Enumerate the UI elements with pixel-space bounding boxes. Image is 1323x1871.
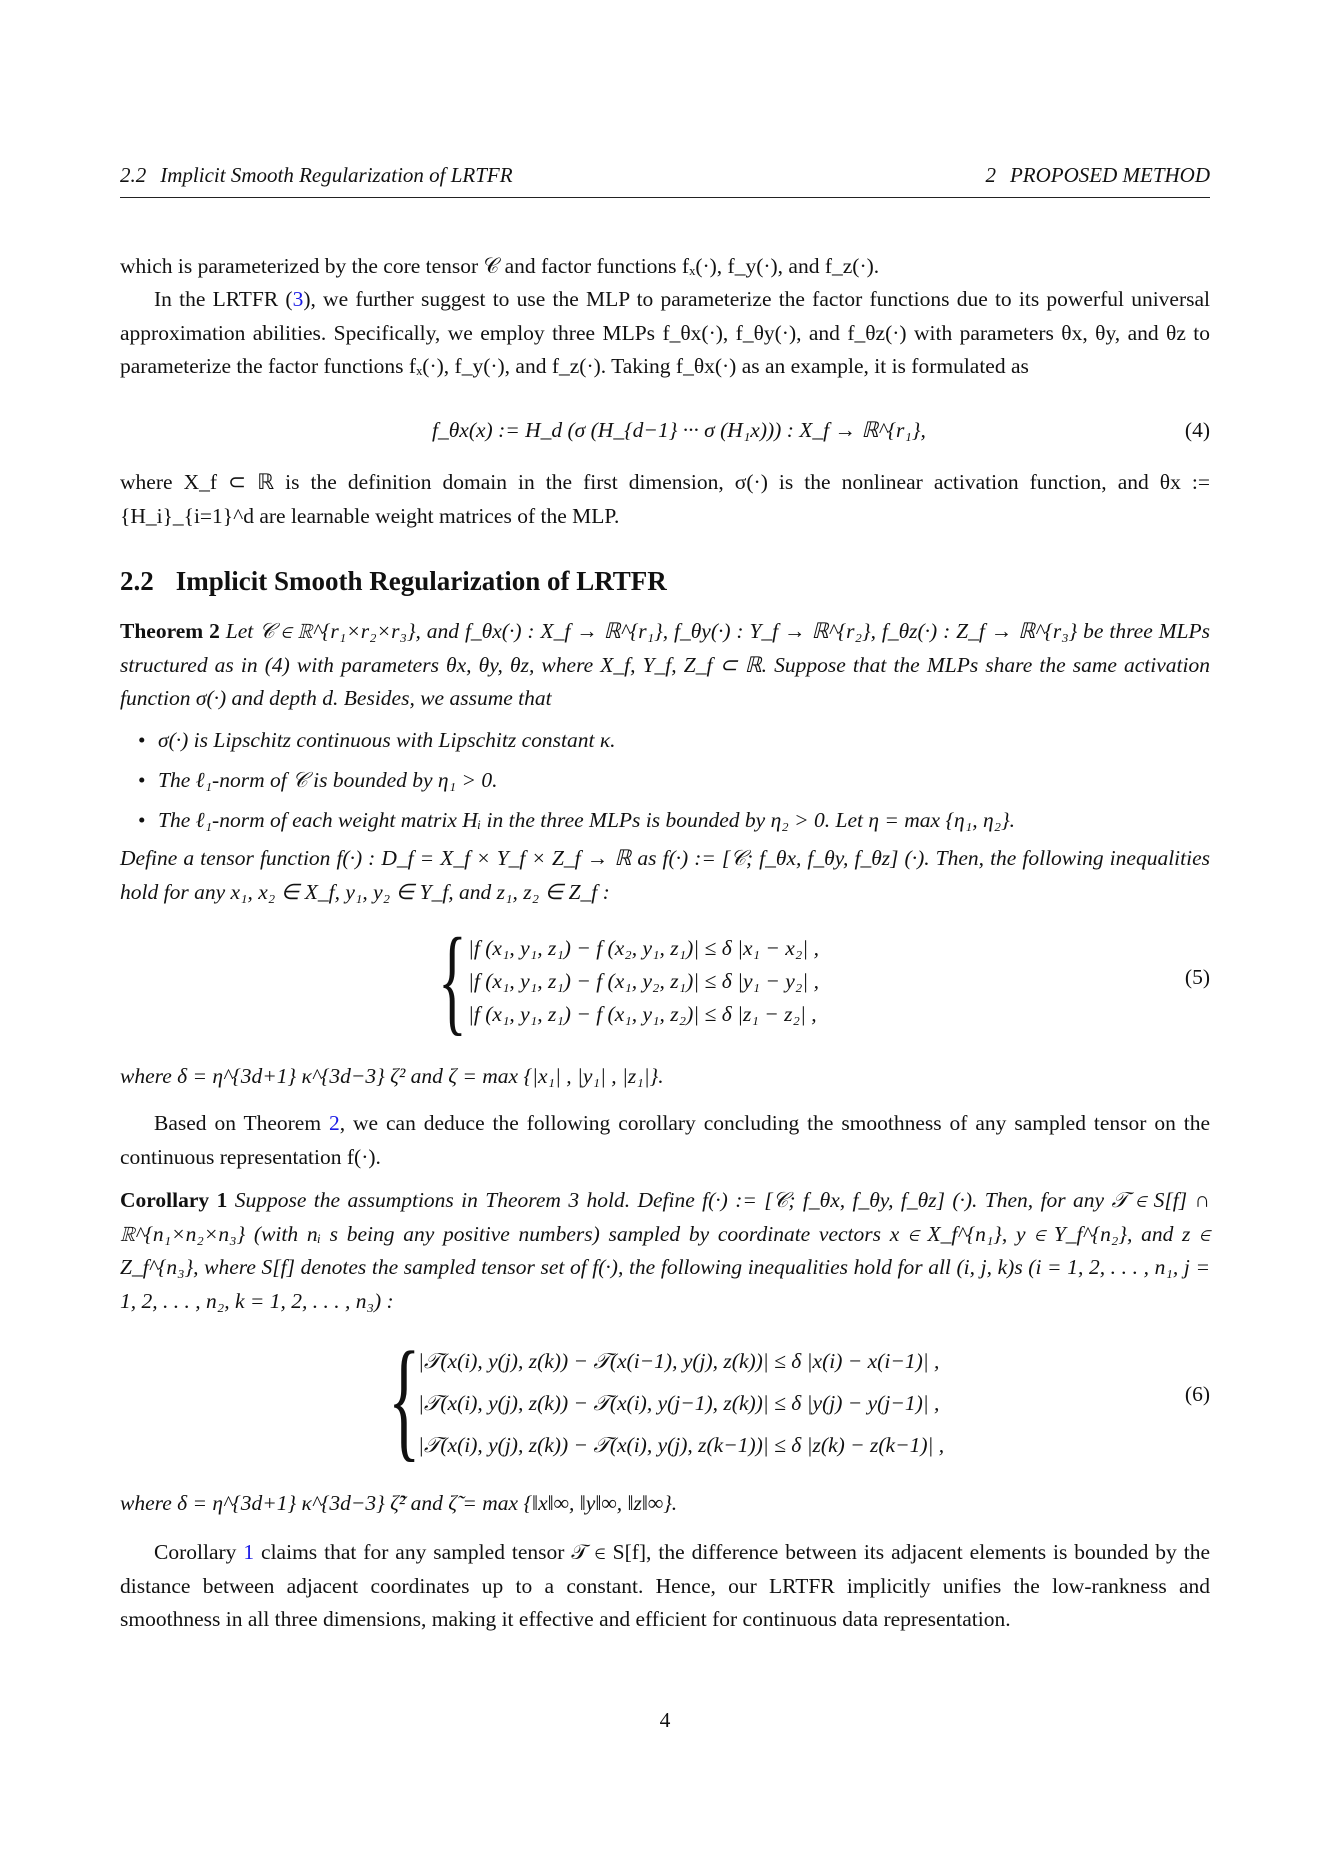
header-chapter-title: PROPOSED METHOD [1009,163,1210,187]
equation-5-line: |f (x₁, y₁, z₁) − f (x₁, y₂, z₁)| ≤ δ |y₁ − y₂| , [468,969,819,993]
section-heading [120,566,667,597]
header-section-title: Implicit Smooth Regularization of LRTFR [160,163,513,187]
header-chapter-number: 2 [985,163,996,187]
equation-6-line: |𝒯(x(i), y(j), z(k)) − 𝒯(x(i), y(j−1), z(k))| ≤ δ |y(j) − y(j−1)| , [418,1391,940,1415]
paragraph-4 [120,1107,1210,1174]
corollary-text: Suppose the assumptions in Theorem 3 hold. Define f(·) := [𝒞; f_θx, f_θy, f_θz] (·). Then, for any 𝒯 ∈ S[f] ∩ ℝ^{n₁×n₂×n₃} (with nᵢ s being any positive numbers) sampled by coordinate vectors x ∈ X_f^{n₁}, y ∈ Y_f^{n₂}, and z ∈ Z_f^{n₃}, where S[f] denotes the sampled tensor set of f(·), the following inequalities hold for all (i, j, k)s (i = 1, 2, . . . , n₁, j = 1, 2, . . . , n₂, k = 1, 2, . . . , n₃) : [120,1188,1211,1313]
assumption-list [120,720,1210,840]
paragraph-4-text-b: , we can deduce the following corollary concluding the smoothness of any sampled tensor on the continuous representation f(·). [120,1111,1210,1169]
theorem-define: Define a tensor function f(·) : D_f = X_f × Y_f × Z_f → ℝ as f(·) := [𝒞; f_θx, f_θy, f_θz] (·). Then, the following inequalities hold for any x₁, x₂ ∈ X_f, y₁, y₂ ∈ Y_f, and z₁, z₂ ∈ Z_f : [120,846,1210,904]
equation-6-line: |𝒯(x(i), y(j), z(k)) − 𝒯(x(i−1), y(j), z(k))| ≤ δ |x(i) − x(i−1)| , [418,1349,940,1373]
paragraph-1: which is parameterized by the core tensor 𝒞 and factor functions fₓ(·), f_y(·), and f_z(·). [120,254,880,278]
left-brace-icon: { [438,913,467,1046]
where-delta-6: where δ = η^{3d+1} κ^{3d−3} ζ̃² and ζ̃ = max {‖x‖∞, ‖y‖∞, ‖z‖∞}. [120,1491,678,1515]
paragraph-2 [120,283,1210,384]
equation-5-number: (5) [1184,965,1210,989]
assumption-item: • The ℓ₁-norm of each weight matrix Hᵢ in the three MLPs is bounded by η₂ > 0. Let η = max {η₁, η₂}. [120,800,1210,840]
equation-6 [120,1325,1210,1474]
paragraph-5-text-b: claims that for any sampled tensor 𝒯 ∈ S[f], the difference between its adjacent elements is bounded by the distance between adjacent coordinates up to a constant. Hence, our LRTFR implicitly unifies the low-rankness and smoothness in all three dimensions, making it effective and efficient for continuous data representation. [120,1540,1210,1631]
paragraph-5-text-a: Corollary [154,1540,244,1564]
left-brace-icon: { [388,1325,421,1474]
equation-ref-3-link[interactable]: 3 [292,287,304,311]
header-section-number: 2.2 [120,163,147,187]
equation-4 [120,418,1210,452]
paragraph-2-text-a: In the LRTFR ( [154,287,293,311]
equation-5-line: |f (x₁, y₁, z₁) − f (x₁, y₁, z₂)| ≤ δ |z₁ − z₂| , [468,1002,817,1026]
paragraph-3: where X_f ⊂ ℝ is the definition domain in the first dimension, σ(·) is the nonlinear activation function, and θx := {H_i}_{i=1}^d are learnable weight matrices of the MLP. [120,470,1210,528]
section-number: 2.2 [120,566,154,596]
section-title: Implicit Smooth Regularization of LRTFR [175,566,667,596]
theorem-2 [120,615,1210,716]
header-left [120,163,513,193]
theorem-intro: Let 𝒞 ∈ ℝ^{r₁×r₂×r₃}, and f_θx(·) : X_f → ℝ^{r₁}, f_θy(·) : Y_f → ℝ^{r₂}, f_θz(·) : Z_f → ℝ^{r₃} be three MLPs structured as in (4) with parameters θx, θy, θz, where X_f, Y_f, Z_f ⊂ ℝ. Suppose that the MLPs share the same activation function σ(·) and depth d. Besides, we assume that [120,619,1211,710]
page-number: 4 [659,1708,671,1732]
running-header [120,163,1210,198]
equation-6-number: (6) [1184,1382,1210,1406]
equation-4-number: (4) [1184,418,1210,442]
corollary-ref-1-link[interactable]: 1 [243,1540,255,1564]
assumption-item: • σ(·) is Lipschitz continuous with Lipschitz constant κ. [120,720,1210,760]
corollary-label: Corollary 1 [120,1188,228,1212]
theorem-ref-2-link[interactable]: 2 [328,1111,340,1135]
equation-4-body: f_θx(x) := H_d (σ (H_{d−1} ··· σ (H₁x))) : X_f → ℝ^{r₁}, [432,418,926,442]
header-right [985,163,1210,193]
equation-5 [120,913,1210,1046]
paragraph-5 [120,1536,1210,1637]
equation-6-line: |𝒯(x(i), y(j), z(k)) − 𝒯(x(i), y(j), z(k−1))| ≤ δ |z(k) − z(k−1)| , [418,1433,945,1457]
corollary-1 [120,1184,1210,1318]
equation-5-line: |f (x₁, y₁, z₁) − f (x₂, y₁, z₁)| ≤ δ |x₁ − x₂| , [468,936,819,960]
where-delta-5: where δ = η^{3d+1} κ^{3d−3} ζ² and ζ = max {|x₁| , |y₁| , |z₁|}. [120,1064,664,1088]
theorem-assumptions [120,720,1210,840]
assumption-item: • The ℓ₁-norm of 𝒞 is bounded by η₁ > 0. [120,760,1210,800]
paragraph-2-text-b: ), we further suggest to use the MLP to parameterize the factor functions due to its powerful universal approximation abilities. Specifically, we employ three MLPs f_θx(·), f_θy(·), and f_θz(·) with parameters θx, θy, and θz to parameterize the factor functions fₓ(·), f_y(·), and f_z(·). Taking f_θx(·) as an example, it is formulated as [120,287,1211,378]
theorem-label: Theorem 2 [120,619,220,643]
paragraph-4-text-a: Based on Theorem [154,1111,329,1135]
equation-6-lines [418,1340,944,1466]
equation-5-lines [468,932,819,1031]
